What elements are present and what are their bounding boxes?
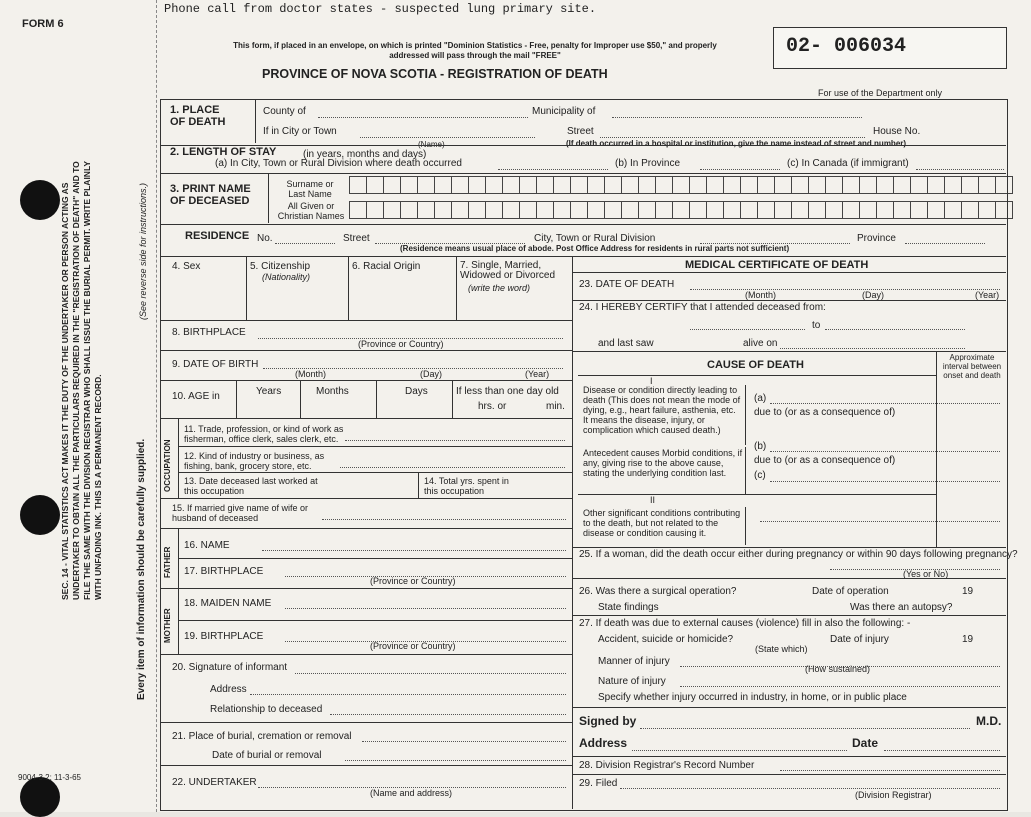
- stay-province-label: (b) In Province: [615, 158, 681, 169]
- occupation-side-label: OCCUPATION: [163, 439, 172, 492]
- accident-label: Accident, suicide or homicide?: [598, 634, 734, 645]
- dob-day-hint: (Day): [420, 369, 442, 379]
- age-years-label: Years: [256, 386, 282, 397]
- certify-label: 24. I HEREBY CERTIFY that I attended deceased from:: [579, 302, 826, 313]
- filed-label: 29. Filed: [579, 778, 618, 789]
- father-birthplace-label: 17. BIRTHPLACE: [184, 566, 264, 577]
- age-label: 10. AGE in: [172, 391, 220, 402]
- informant-address-label: Address: [210, 684, 247, 695]
- division-registrar-hint: (Division Registrar): [855, 790, 932, 800]
- birthplace-label: 8. BIRTHPLACE: [172, 327, 246, 338]
- dob-label: 9. DATE OF BIRTH: [172, 359, 259, 370]
- write-word-hint: (write the word): [468, 283, 531, 293]
- cause-of-death-title: CAUSE OF DEATH: [707, 359, 804, 371]
- length-of-stay-label: 2. LENGTH OF STAY: [170, 146, 277, 158]
- informant-signature-label: 20. Signature of informant: [172, 662, 288, 673]
- date-op-label: Date of operation: [812, 586, 889, 597]
- father-name-label: 16. NAME: [184, 540, 230, 551]
- nature-injury-label: Nature of injury: [598, 676, 666, 687]
- record-number-label: 28. Division Registrar's Record Number: [579, 760, 755, 771]
- manner-injury-label: Manner of injury: [598, 656, 670, 667]
- undertaker-label: 22. UNDERTAKER: [172, 777, 257, 788]
- signed-by-label: Signed by: [579, 714, 637, 728]
- min-label: min.: [546, 401, 565, 412]
- due-to-a: due to (or as a consequence of): [754, 407, 896, 418]
- death-month-hint: (Month): [745, 290, 777, 300]
- residence-hint: (Residence means usual place of abode. Post Office Address for residents in rural parts not sufficient): [400, 244, 790, 253]
- cause-b-label: (b): [754, 441, 767, 452]
- undertaker-hint: (Name and address): [370, 788, 453, 798]
- stay-canada-label: (c) In Canada (if immigrant): [787, 158, 909, 169]
- given-names-label: All Given or Christian Names: [277, 201, 345, 221]
- birthplace-hint: (Province or Country): [358, 339, 444, 349]
- antecedent-label: Antecedent causes Morbid conditions, if any, giving rise to the above cause, stating the underlying condition last.: [583, 448, 743, 478]
- county-label: County of: [263, 106, 306, 117]
- father-side-label: FATHER: [163, 546, 172, 578]
- direct-cause-label: Disease or condition directly leading to death (This does not mean the mode of dying, e.g., heart failure, asthenia, etc. It means the disease, injury, or complication which caused death.): [583, 385, 741, 435]
- name-hint: (Name): [418, 140, 445, 149]
- other-conditions-label: Other significant conditions contributing to the death, but not related to the disease or condition causing it.: [583, 508, 741, 538]
- date-op-nineteen: 19: [962, 586, 974, 597]
- punch-hole: [20, 777, 60, 817]
- to-label: to: [812, 320, 821, 331]
- cause-c-label: (c): [754, 470, 766, 481]
- death-year-hint: (Year): [975, 290, 1000, 300]
- sex-label: 4. Sex: [172, 261, 201, 272]
- supply-notice: Every item of information should be carefully supplied.: [136, 438, 147, 700]
- surgical-op-label: 26. Was there a surgical operation?: [579, 586, 737, 597]
- residence-street-label: Street: [343, 233, 370, 244]
- residence-no-label: No.: [257, 233, 273, 244]
- last-worked-label: 13. Date deceased last worked at this occupation: [184, 476, 318, 496]
- date-of-death-label: 23. DATE OF DEATH: [579, 279, 675, 290]
- state-which-hint: (State which): [755, 644, 808, 654]
- burial-date-label: Date of burial or removal: [212, 750, 322, 761]
- mailing-notice: This form, if placed in an envelope, on which is printed "Dominion Statistics - Free, penalty for Improper use $50," and properly addressed will pass through the mail "FREE": [233, 41, 717, 60]
- city-town-label: If in City or Town: [263, 126, 337, 137]
- roman-two: II: [650, 495, 656, 505]
- autopsy-label: Was there an autopsy?: [850, 602, 953, 613]
- form-code: 9004-3.2: 11-3-65: [18, 773, 82, 782]
- burial-place-label: 21. Place of burial, cremation or removal: [172, 731, 352, 742]
- street-label: Street: [567, 126, 594, 137]
- left-margin: [0, 0, 156, 812]
- yes-no-hint: (Yes or No): [903, 569, 949, 579]
- cause-a-label: (a): [754, 393, 767, 404]
- margin-divider: [156, 0, 157, 812]
- punch-hole: [20, 180, 60, 220]
- form-frame: [160, 99, 1008, 811]
- less-than-day-label: If less than one day old: [456, 386, 559, 397]
- mother-side-label: MOTHER: [163, 608, 172, 643]
- findings-label: State findings: [598, 602, 659, 613]
- relationship-label: Relationship to deceased: [210, 704, 323, 715]
- date-injury-label: Date of injury: [830, 634, 889, 645]
- medical-cert-title: MEDICAL CERTIFICATE OF DEATH: [685, 259, 869, 271]
- legal-notice: SEC. 14 - VITAL STATISTICS ACT MAKES IT THE DUTY OF THE UNDERTAKER OR PERSON ACTING AS UNDERTAKER TO OBTAIN ALL THE PARTICULARS REQUIRED IN THE "REGISTRATION OF DEATH" AND TO FILE THE SAME WITH THE DIVISION REGISTRAR WHO SHALL ISSUE THE BURIAL PERMIT. WRITE PLAINLY WITH UNFADING INK. THIS IS A PERMANENT RECORD.: [60, 161, 103, 600]
- print-name-label: 3. PRINT NAME OF DECEASED: [170, 183, 251, 207]
- dob-year-hint: (Year): [525, 369, 550, 379]
- total-years-label: 14. Total yrs. spent in this occupation: [424, 476, 509, 496]
- dob-month-hint: (Month): [295, 369, 327, 379]
- due-to-b: due to (or as a consequence of): [754, 455, 896, 466]
- dept-use-label: For use of the Department only: [818, 88, 943, 98]
- trade-label: 11. Trade, profession, or kind of work as fisherman, office clerk, sales clerk, etc.: [184, 424, 344, 444]
- spouse-label: 15. If married give name of wife or husband of deceased: [172, 503, 309, 523]
- age-days-label: Days: [405, 386, 428, 397]
- registration-number: 02- 006034: [786, 35, 907, 58]
- typed-note: Phone call from doctor states - suspected lung primary site.: [164, 2, 597, 16]
- nationality-hint: (Nationality): [262, 272, 311, 282]
- surname-label: Surname or Last Name: [286, 179, 334, 199]
- approx-interval-label: Approximate interval between onset and death: [942, 353, 1002, 380]
- stay-city-label: (a) In City, Town or Rural Division where death occurred: [215, 158, 462, 169]
- death-day-hint: (Day): [862, 290, 884, 300]
- maiden-name-label: 18. MAIDEN NAME: [184, 598, 272, 609]
- form-title: PROVINCE OF NOVA SCOTIA - REGISTRATION OF DEATH: [262, 67, 608, 81]
- marital-status-label: 7. Single, Married, Widowed or Divorced: [460, 260, 556, 281]
- md-label: M.D.: [976, 714, 1002, 728]
- length-of-stay-hint: (in years, months and days): [303, 149, 427, 160]
- age-months-label: Months: [316, 386, 349, 397]
- citizenship-label: 5. Citizenship: [250, 261, 311, 272]
- racial-origin-label: 6. Racial Origin: [352, 261, 421, 272]
- physician-address-label: Address: [579, 736, 628, 750]
- residence-label: RESIDENCE: [185, 230, 250, 242]
- physician-date-label: Date: [852, 736, 879, 750]
- alive-on-label: alive on: [743, 338, 778, 349]
- residence-city-label: City, Town or Rural Division: [534, 233, 656, 244]
- house-no-label: House No.: [873, 126, 921, 137]
- hrs-label: hrs. or: [478, 401, 507, 412]
- date-injury-nineteen: 19: [962, 634, 974, 645]
- external-causes-label: 27. If death was due to external causes (violence) fill in also the following: -: [579, 618, 911, 629]
- father-birthplace-hint: (Province or Country): [370, 576, 456, 586]
- residence-province-label: Province: [857, 233, 896, 244]
- industry-label: 12. Kind of industry or business, as fishing, bank, grocery store, etc.: [184, 451, 325, 471]
- mother-birthplace-label: 19. BIRTHPLACE: [184, 631, 264, 642]
- how-sustained-hint: (How sustained): [805, 664, 871, 674]
- mother-birthplace-hint: (Province or Country): [370, 641, 456, 651]
- pregnancy-label: 25. If a woman, did the death occur either during pregnancy or within 90 days following pregnancy?: [579, 549, 1018, 560]
- punch-hole: [20, 495, 60, 535]
- place-of-death-label: 1. PLACE OF DEATH: [170, 104, 226, 128]
- last-saw-label: and last saw: [598, 338, 654, 349]
- hospital-hint: (If death occurred in a hospital or institution, give the name instead of street and number): [566, 139, 907, 148]
- municipality-label: Municipality of: [532, 106, 596, 117]
- registration-number-box: [773, 27, 1007, 69]
- roman-one: I: [650, 376, 653, 386]
- specify-location-label: Specify whether injury occurred in industry, in home, or in public place: [598, 692, 907, 703]
- form-number: FORM 6: [22, 18, 64, 30]
- reverse-notice: (See reverse side for instructions.): [138, 182, 148, 320]
